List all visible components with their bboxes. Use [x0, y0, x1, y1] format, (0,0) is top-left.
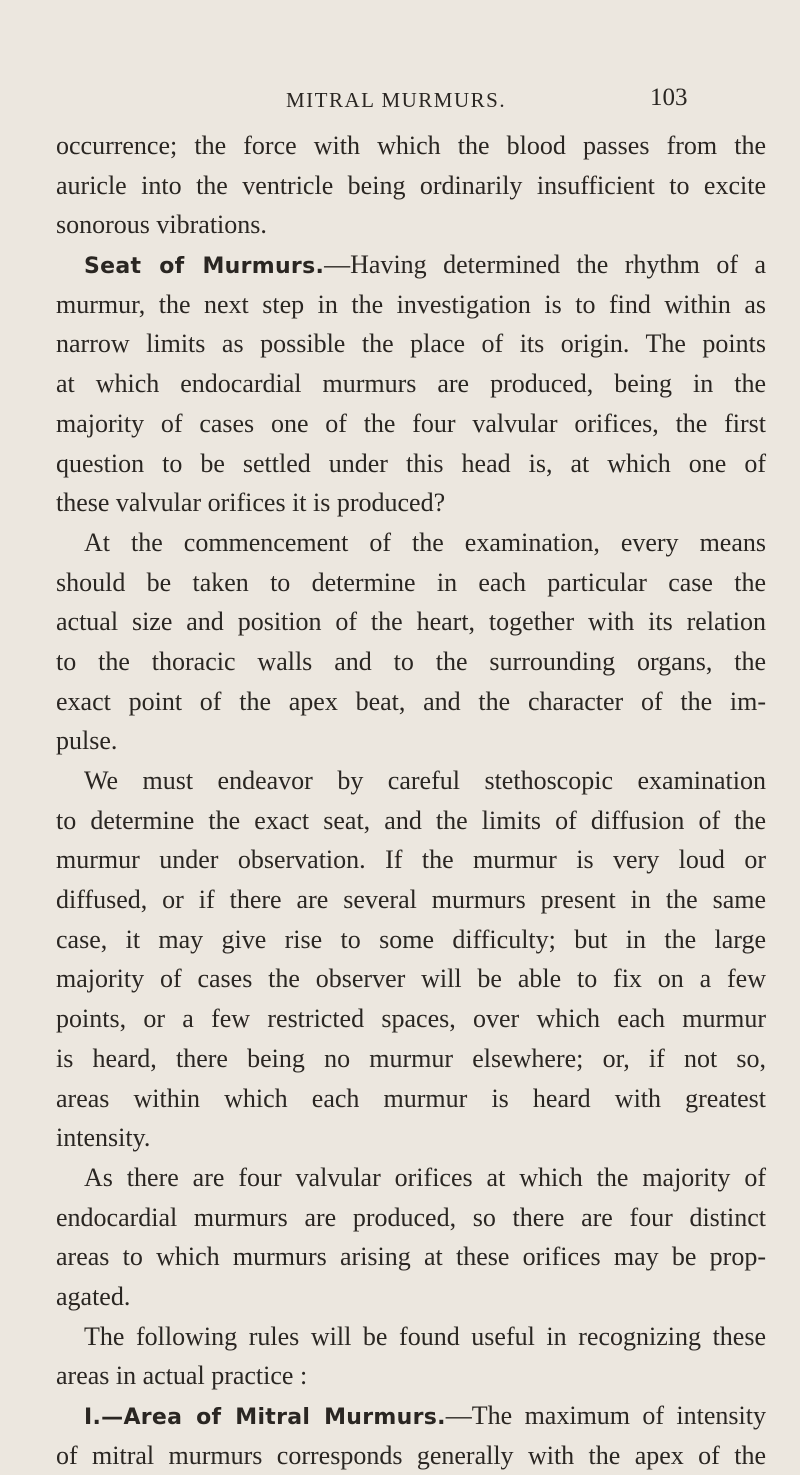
text-line — [56, 285, 766, 325]
body-text — [56, 126, 766, 1475]
text-line — [56, 444, 766, 484]
line-text: areas in actual practice : — [56, 1361, 308, 1391]
section-heading: I.—Area of Mitral Murmurs. — [84, 1405, 446, 1430]
line-text: majority of cases the observer will be able to fix on a few — [56, 964, 766, 994]
line-text: majority of cases one of the four valvular orifices, the first — [56, 408, 766, 438]
text-line — [56, 801, 766, 841]
line-text: pulse. — [56, 726, 118, 756]
text-line — [56, 523, 766, 563]
text-line — [56, 1396, 766, 1436]
text-line — [56, 959, 766, 999]
text-line — [56, 602, 766, 642]
line-text: question to be settled under this head is, at which one of — [56, 448, 766, 478]
running-title: MITRAL MURMURS. — [286, 88, 507, 112]
line-text: is heard, there being no murmur elsewhere; or, if not so, — [56, 1043, 766, 1073]
line-text: The following rules will be found useful in recognizing these — [84, 1321, 766, 1351]
text-line — [56, 1317, 766, 1357]
section-heading: Seat of Murmurs. — [84, 254, 325, 280]
text-line — [56, 324, 766, 364]
line-text: diffused, or if there are several murmurs present in the same — [56, 885, 766, 915]
text-line — [56, 920, 766, 960]
line-text: As there are four valvular orifices at which the majority of — [84, 1162, 766, 1192]
text-line — [56, 1436, 766, 1475]
text-line — [56, 1356, 766, 1396]
text-line — [56, 1118, 766, 1158]
line-text: to determine the exact seat, and the limits of diffusion of the — [56, 805, 766, 835]
line-text: to the thoracic walls and to the surrounding organs, the — [56, 646, 766, 676]
text-line — [56, 1198, 766, 1238]
line-text: should be taken to determine in each particular case the — [56, 567, 766, 597]
line-text: —Having determined the rhythm of a — [324, 250, 766, 280]
text-line — [56, 1158, 766, 1198]
line-text: at which endocardial murmurs are produced, being in the — [56, 369, 766, 399]
line-text: case, it may give rise to some difficulty; but in the large — [56, 924, 766, 954]
text-line — [56, 1039, 766, 1079]
text-line — [56, 166, 766, 206]
line-text: auricle into the ventricle being ordinarily insufficient to excite — [56, 170, 766, 200]
line-text: exact point of the apex beat, and the character of the im- — [56, 686, 766, 716]
text-line — [56, 721, 766, 761]
line-text: of mitral murmurs corresponds generally with the apex of the — [56, 1440, 766, 1470]
text-line — [56, 999, 766, 1039]
text-line — [56, 682, 766, 722]
line-text: murmur under observation. If the murmur is very loud or — [56, 845, 766, 875]
line-text: —The maximum of intensity — [445, 1401, 766, 1430]
running-head — [0, 84, 800, 116]
text-line — [56, 761, 766, 801]
text-line — [56, 1277, 766, 1317]
line-text: murmur, the next step in the investigation is to find within as — [56, 289, 766, 319]
text-line — [56, 563, 766, 603]
line-text: agated. — [56, 1281, 131, 1311]
text-line — [56, 364, 766, 404]
line-text: occurrence; the force with which the blood passes from the — [56, 131, 766, 160]
line-text: actual size and position of the heart, together with its relation — [56, 607, 766, 637]
text-line — [56, 483, 766, 523]
text-line — [56, 642, 766, 682]
text-line — [56, 404, 766, 444]
line-text: sonorous vibrations. — [56, 210, 267, 240]
text-line — [56, 1079, 766, 1119]
text-line — [56, 126, 766, 166]
line-text: these valvular orifices it is produced? — [56, 488, 446, 518]
line-text: intensity. — [56, 1123, 151, 1153]
text-line — [56, 1237, 766, 1277]
text-line — [56, 880, 766, 920]
line-text: We must endeavor by careful stethoscopic examination — [84, 766, 766, 795]
line-text: points, or a few restricted spaces, over which each murmur — [56, 1004, 766, 1034]
page-number: 103 — [650, 84, 688, 111]
text-line — [56, 245, 766, 285]
line-text: areas within which each murmur is heard with greatest — [56, 1083, 766, 1113]
line-text: narrow limits as possible the place of its origin. The points — [56, 329, 766, 359]
line-text: endocardial murmurs are produced, so there are four distinct — [56, 1202, 766, 1232]
text-line — [56, 205, 766, 245]
line-text: At the commencement of the examination, every means — [84, 527, 766, 557]
text-line — [56, 840, 766, 880]
line-text: areas to which murmurs arising at these orifices may be prop- — [56, 1242, 766, 1272]
